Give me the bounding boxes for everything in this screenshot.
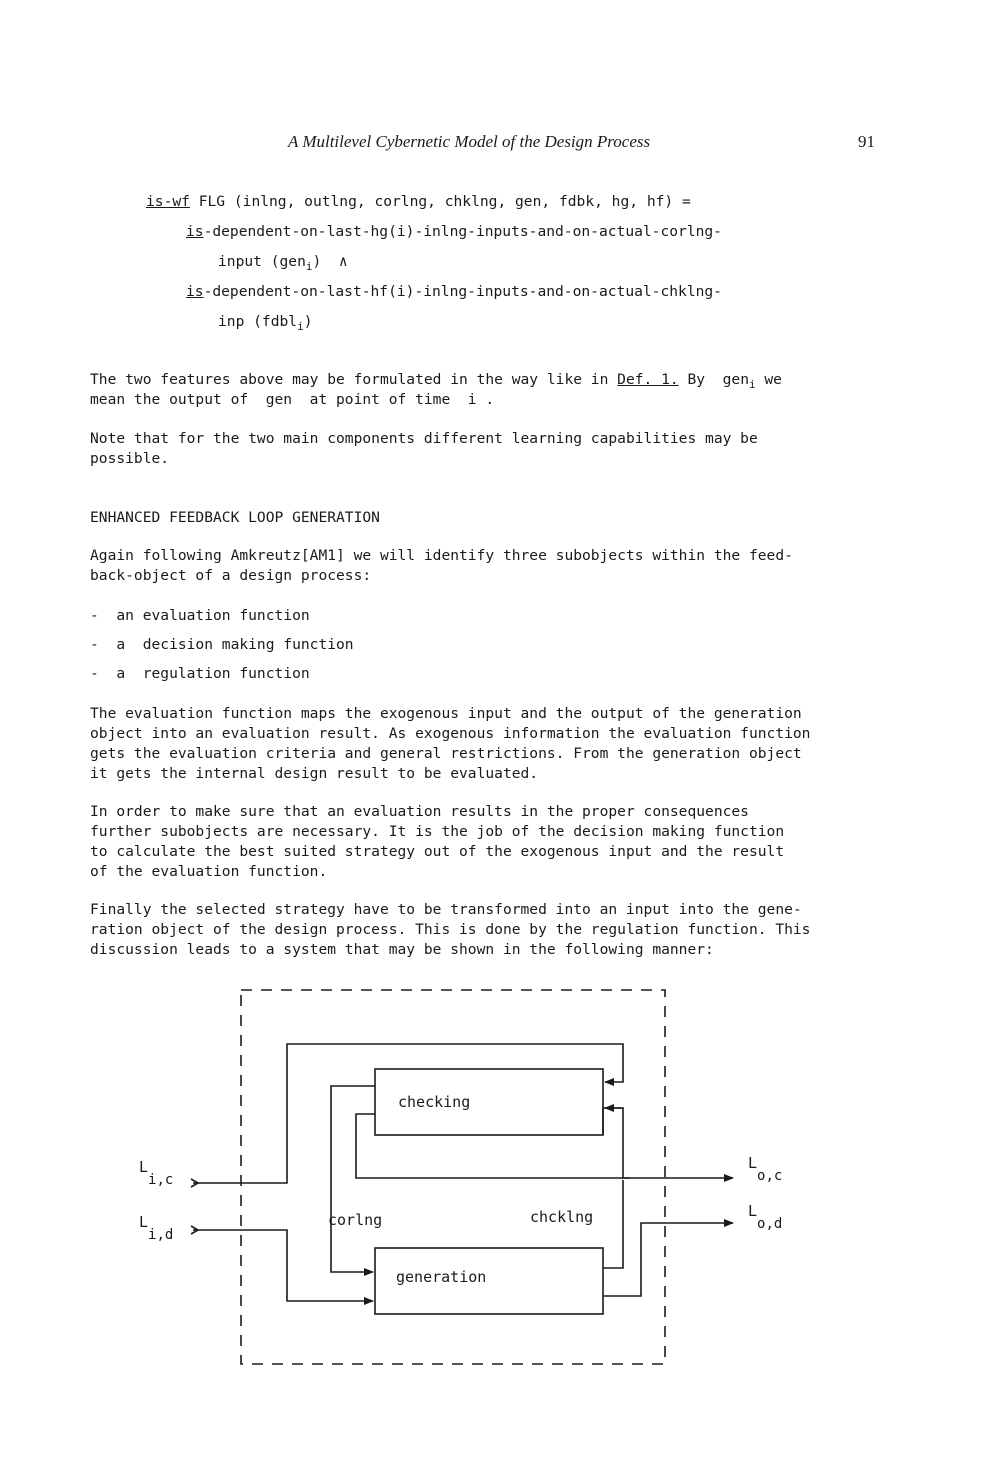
paragraph-1-line-2: mean the output of gen at point of time i . (90, 391, 495, 408)
formula-text: inp (fdbl (218, 313, 298, 330)
text-run: By gen (678, 371, 749, 388)
paragraph-2-line: Note that for the two main components different learning capabilities may be (90, 430, 758, 447)
paragraph-5-line: to calculate the best suited strategy out of the exogenous input and the result (90, 843, 785, 860)
formula-keyword: is (186, 223, 204, 240)
formula-keyword: is (186, 283, 204, 300)
text-run: The two features above may be formulated in the way like in (90, 371, 618, 388)
paragraph-4-line: gets the evaluation criteria and general restrictions. From the generation object (90, 745, 802, 762)
output-d-label: Lo,d (748, 1202, 783, 1232)
formula-keyword: is-wf (146, 193, 190, 210)
corlng-label: corlng (328, 1211, 383, 1229)
input-c-label: Li,c (139, 1158, 174, 1188)
system-boundary (241, 990, 665, 1364)
running-header: A Multilevel Cybernetic Model of the Design Process (288, 132, 651, 151)
checking-output-line (603, 1108, 630, 1178)
paragraph-6-line: discussion leads to a system that may be shown in the following manner: (90, 941, 714, 958)
paragraph-4-line: it gets the internal design result to be evaluated. (90, 765, 539, 782)
formula-text: ) (303, 313, 313, 330)
formula-subscript: i (297, 319, 304, 333)
formula-text: -dependent-on-last-hf(i)-inlng-inputs-and-on-actual-chklng- (203, 283, 722, 300)
formula-text: FLG (inlng, outlng, corlng, chklng, gen, fdbk, hg, hf) = (189, 193, 691, 210)
inner-loop-line (356, 1114, 733, 1178)
list-item: - a decision making function (90, 636, 354, 653)
chcklng-label: chcklng (530, 1208, 594, 1226)
paragraph-6-line: ration object of the design process. This is done by the regulation function. This (90, 921, 811, 938)
list-item: - an evaluation function (90, 607, 310, 624)
paragraph-2-line: possible. (90, 450, 170, 467)
input-c-line (193, 1044, 623, 1183)
checking-label: checking (398, 1093, 471, 1111)
paragraph-5-line: of the evaluation function. (90, 863, 328, 880)
subscript: i (748, 377, 756, 391)
paragraph-4-line: The evaluation function maps the exogenous input and the output of the generation (90, 705, 802, 722)
paragraph-3-line: back-object of a design process: (90, 567, 372, 584)
paragraph-5-line: In order to make sure that an evaluation results in the proper consequences (90, 803, 749, 820)
definition-reference: Def. 1. (617, 371, 679, 388)
paragraph-5-line: further subobjects are necessary. It is the job of the decision making function (90, 823, 785, 840)
page-number: 91 (858, 132, 875, 151)
formula-subscript: i (305, 259, 313, 273)
generation-label: generation (396, 1268, 487, 1286)
formula-text: input (gen (218, 253, 306, 270)
paragraph-3-line: Again following Amkreutz[AM1] we will identify three subobjects within the feed- (90, 547, 793, 564)
input-d-label: Li,d (139, 1213, 174, 1243)
paragraph-6-line: Finally the selected strategy have to be transformed into an input into the gene- (90, 901, 802, 918)
formula-text: ) ∧ (312, 253, 348, 270)
chcklng-line (603, 1180, 623, 1268)
text-run: we (755, 371, 782, 388)
list-item: - a regulation function (90, 665, 310, 682)
paragraph-4-line: object into an evaluation result. As exogenous information the evaluation function (90, 725, 811, 742)
section-heading: ENHANCED FEEDBACK LOOP GENERATION (90, 509, 380, 526)
output-c-label: Lo,c (748, 1154, 783, 1184)
formula-text: -dependent-on-last-hg(i)-inlng-inputs-and-on-actual-corlng- (203, 223, 722, 240)
input-d-line (193, 1230, 373, 1301)
